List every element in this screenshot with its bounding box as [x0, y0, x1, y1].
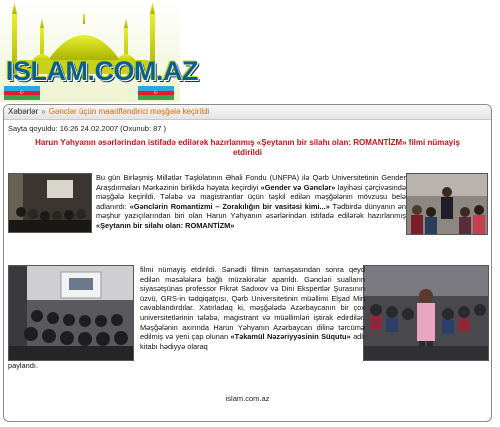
breadcrumb-current: Gənclər üçün maarifləndirici məşğələ keçirildi: [48, 107, 210, 116]
paragraph-text: filmi nümayiş etdirildi. Sənədli filmin tamaşasından sonra qeyd edilən məsələlərə bağlı müzakirələr aparıldı. Gəncləri sualların siyasətşünas professor Fikrət Sadıxov və Dini Ekspertlər Şurasının üzvü, GRS-in tədqiqatçısı, Qərb Universitetinin müəllimi Elşad Miri cavablandırdılar. Xatırladaq ki, məşğələdə Azərbaycanın bir çox universitetlərinin tələbə, magistrant və müəllimləri iştirak edirdilər. Məşğələnin axırında Harun Yəhyanın Azərbaycan dilinə tərcümə edilmiş və yeni çap olunan: [140, 265, 365, 342]
speaker-photo[interactable]: [363, 265, 489, 361]
breadcrumb-news-link[interactable]: Xəbərlər: [8, 107, 39, 116]
breadcrumb-separator: »: [41, 107, 46, 116]
paragraph-tail: paylandı.: [8, 361, 38, 370]
source-credit: islam.com.az: [225, 394, 270, 403]
film-title: «Şeytanın bir silahı olan: ROMANTİZM»: [96, 220, 235, 230]
article-paragraph: [96, 173, 406, 231]
breadcrumb: [4, 105, 491, 120]
flag-icon: ☪: [4, 86, 40, 100]
book-title: «Təkamül Nəzəriyyəsinin Süqutu»: [230, 332, 351, 342]
photo-icon: [364, 266, 488, 360]
article-headline: Harun Yəhyanın əsərlərindən istifadə edilərək hazırlanmış «Şeytanın bir silahı olan: ROMANTİZM» filmi nümayiş etdirildi: [35, 138, 460, 157]
photo-icon: [407, 174, 487, 234]
paragraph-text: Tədbirdə dünyanın ən məşhur yazıçılarından biri olan Harun Yəhyanın əsərlərindən istifadə edilərək hazırlanmış: [96, 201, 407, 221]
post-meta: Sayta qoyuldu: 16:26 24.02.2007 (Oxunub: 87 ): [8, 124, 167, 133]
lecture-hall-photo[interactable]: [8, 173, 92, 233]
flag-icon: ☪: [138, 86, 174, 100]
audience-photo[interactable]: [406, 173, 488, 235]
screening-room-photo[interactable]: [8, 265, 134, 361]
session-topic: «Gənclərin Romantizmi – Zorakılığın bir vasitəsi kimi...»: [129, 201, 330, 211]
site-header: [0, 0, 500, 102]
site-logo[interactable]: ISLAM.COM.AZ: [6, 56, 198, 86]
photo-icon: [9, 174, 91, 232]
paragraph-text: adlı kitabı hədiyyə olaraq: [140, 332, 365, 351]
paragraph-text: layihəsi çərçivəsində məşğələ keçirildi. Tələbə və magistrantlar üçün təşkil edilən məşğələnin mövzusu belə adlanırdı:: [96, 182, 406, 211]
project-name: «Gender və Gənclər»: [260, 182, 336, 192]
news-article-panel: [3, 104, 492, 422]
photo-icon: [9, 266, 133, 360]
article-paragraph: [140, 265, 365, 351]
paragraph-text: Bu gün Birləşmiş Millətlər Təşkilatının Əhali Fondu (UNFPA) ilə Qərb Universitetinin Gender Araşdırmaları Mərkəzinin birlikdə həyata keçirdiyi: [96, 173, 406, 192]
